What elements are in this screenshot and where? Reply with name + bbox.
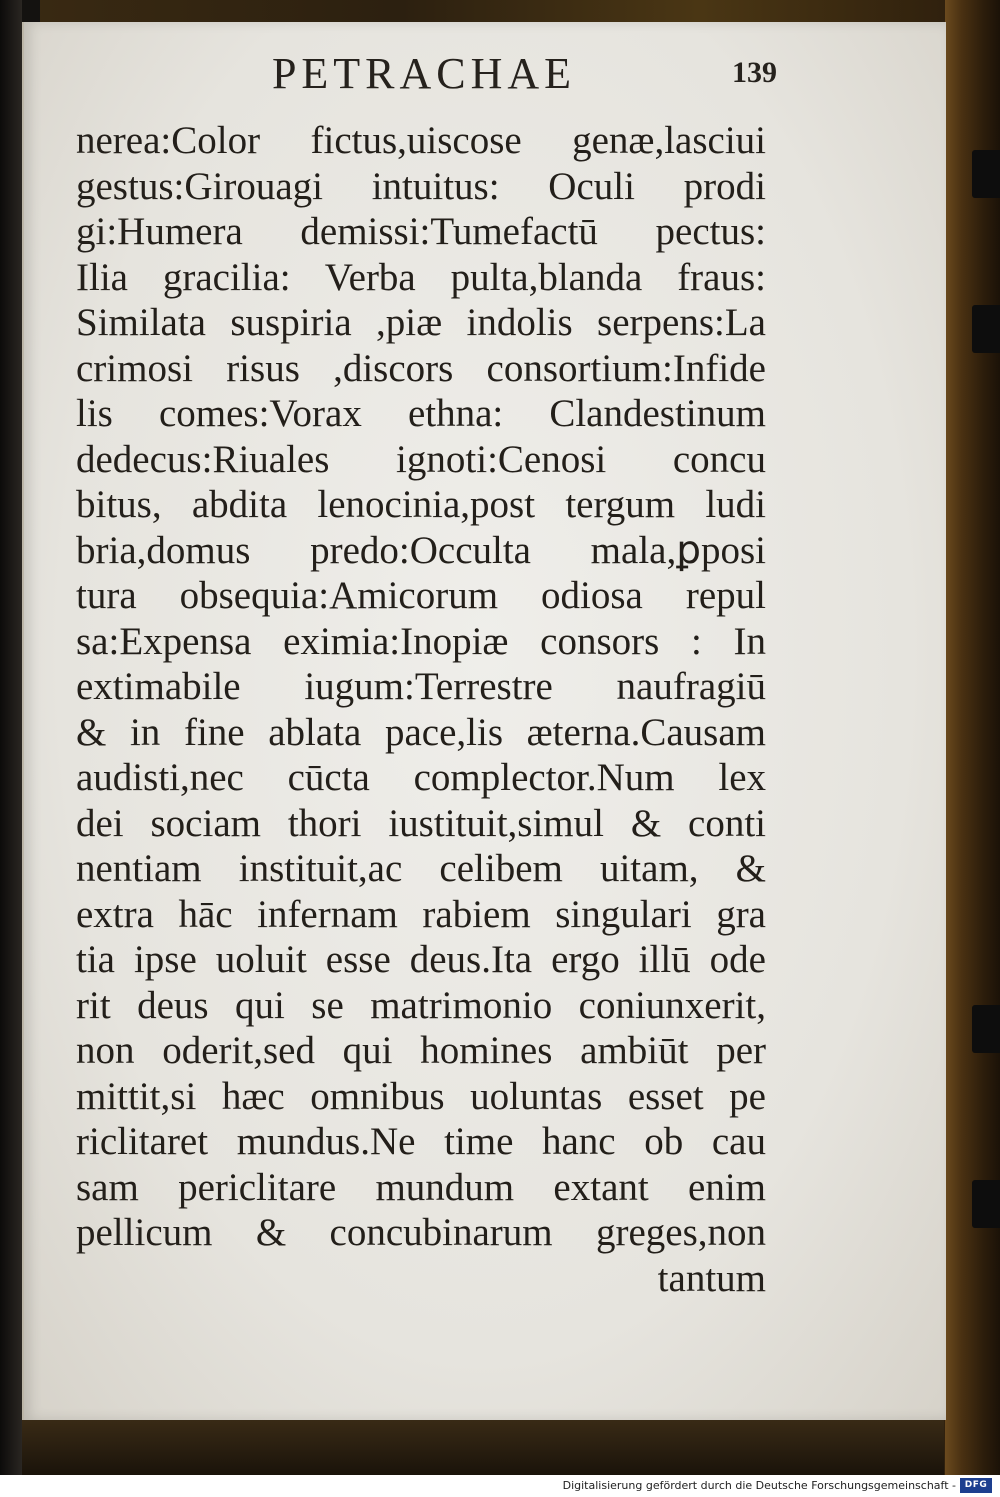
book-edge <box>945 0 1000 1475</box>
text-line: & in fine ablata pace,lis æterna.Causam <box>76 710 766 754</box>
funding-credit: Digitalisierung gefördert durch die Deutsche Forschungsgemeinschaft - <box>562 1479 956 1492</box>
film-strip-notch <box>972 1180 1000 1228</box>
text-line: nentiam instituit,ac celibem uitam, & <box>76 847 766 890</box>
book-page <box>22 22 946 1420</box>
text-line: non oderit,sed qui homines ambiūt per <box>76 1029 766 1072</box>
text-line: riclitaret mundus.Ne time hanc ob cau <box>76 1120 766 1163</box>
text-line: lis comes:Vorax ethna: Clandestinum <box>76 392 766 435</box>
running-head: PETRACHAE <box>271 49 577 98</box>
text-line: gi:Humera demissi:Tumefactū pectus: <box>76 210 766 253</box>
text-line: extimabile iugum:Terrestre naufragiū <box>76 665 766 708</box>
text-line: mittit,si hæc omnibus uoluntas esset pe <box>76 1074 766 1118</box>
dfg-logo: DFG <box>960 1478 992 1493</box>
text-line: tura obsequia:Amicorum odiosa repul <box>76 574 766 617</box>
film-strip-notch <box>972 305 1000 353</box>
text-line: nerea:Color fictus,uiscose genæ,lasciui <box>76 119 766 162</box>
text-line: audisti,nec cūcta complector.Num lex <box>76 756 766 799</box>
text-line: extra hāc infernam rabiem singulari gra <box>76 892 766 936</box>
text-line: crimosi risus ,discors consortium:Infide <box>76 346 766 390</box>
page-number: 139 <box>732 56 777 89</box>
catchword: tantum <box>657 1256 766 1300</box>
footer-bar <box>0 1475 1000 1497</box>
spine-shadow <box>0 0 22 1475</box>
text-line: bria,domus predo:Occulta mala,ꝑposi <box>76 528 766 572</box>
text-line: sam periclitare mundum extant enim <box>76 1165 766 1209</box>
text-line: Ilia gracilia: Verba pulta,blanda fraus: <box>76 255 766 299</box>
film-strip-notch <box>972 1005 1000 1053</box>
text-line: pellicum & concubinarum greges,non <box>76 1211 766 1254</box>
text-line: sa:Expensa eximia:Inopiæ consors : In <box>76 619 766 663</box>
text-line: rit deus qui se matrimonio coniunxerit, <box>76 983 766 1027</box>
page-bottom-shadow <box>22 1418 944 1475</box>
text-line: tia ipse uoluit esse deus.Ita ergo illū ode <box>76 938 766 981</box>
text-line: dei sociam thori iustituit,simul & conti <box>76 801 766 845</box>
text-line: dedecus:Riuales ignoti:Cenosi concu <box>76 437 766 481</box>
text-line: Similata suspiria ,piæ indolis serpens:La <box>76 301 766 344</box>
film-strip-notch <box>972 150 1000 198</box>
text-line: bitus, abdita lenocinia,post tergum ludi <box>76 483 766 526</box>
text-line: gestus:Girouagi intuitus: Oculi prodi <box>76 164 766 208</box>
text-block <box>76 118 766 1301</box>
